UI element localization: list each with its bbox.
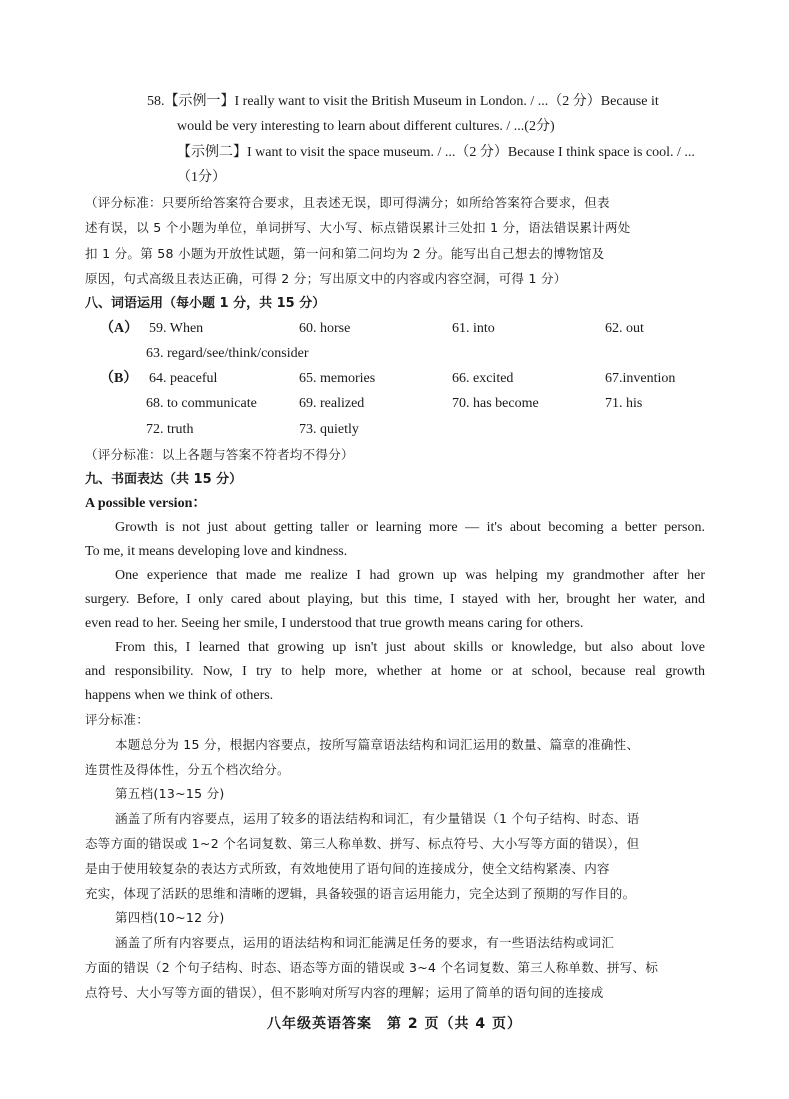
q58-example2-line1: 【示例二】I want to visit the space museum. / ...（2 分）Because I think space is cool. / ...	[177, 145, 695, 160]
answer-60: 60. horse	[299, 321, 351, 336]
answer-73: 73. quietly	[299, 422, 359, 437]
criteria-line-1: （评分标准：只要所给答案符合要求，且表述无误，即可得满分；如所给答案符合要求，但表	[85, 195, 610, 210]
level4-line-2: 方面的错误（2 个句子结构、时态、语态等方面的错误或 3~4 个名词复数、第三人称单数、拼写、标	[85, 960, 659, 975]
essay-line-4: surgery. Before, I only cared about playing, but this time, I stayed with her, brought her water, and	[85, 592, 705, 607]
answer-71: 71. his	[605, 396, 643, 411]
essay-line-5: even read to her. Seeing her smile, I understood that true growth means caring for others.	[85, 616, 584, 631]
q58-example1-line1: 58.【示例一】I really want to visit the British Museum in London. / ...（2 分）Because it	[147, 94, 659, 109]
essay-line-8: happens when we think of others.	[85, 688, 274, 703]
answer-69: 69. realized	[299, 396, 365, 411]
section9-heading: 九、书面表达（共 15 分）	[85, 472, 243, 487]
criteria-intro-1: 本题总分为 15 分，根据内容要点，按所写篇章语法结构和词汇运用的数量、篇章的准确性、	[115, 737, 640, 752]
level4-line-1: 涵盖了所有内容要点，运用的语法结构和词汇能满足任务的要求，有一些语法结构或词汇	[115, 935, 615, 950]
answer-68: 68. to communicate	[146, 396, 257, 411]
level5-line-1: 涵盖了所有内容要点，运用了较多的语法结构和词汇，有少量错误（1 个句子结构、时态、语	[115, 811, 640, 826]
section8-note: （评分标准：以上各题与答案不符者均不得分）	[85, 447, 354, 462]
level5-title: 第五档(13~15 分)	[115, 786, 225, 801]
criteria-intro-2: 连贯性及得体性，分五个档次给分。	[85, 762, 290, 777]
level4-title: 第四档(10~12 分)	[115, 910, 225, 925]
level4-line-3: 点符号、大小写等方面的错误），但不影响对所写内容的理解；运用了简单的语句间的连接成	[85, 985, 604, 1000]
answer-61: 61. into	[452, 321, 495, 336]
q58-example1-line2: would be very interesting to learn about different cultures. / ...(2分)	[177, 119, 555, 134]
part-b-label: （B）	[100, 371, 138, 386]
criteria-title: 评分标准：	[85, 712, 150, 727]
answer-67: 67.invention	[605, 371, 676, 386]
criteria-line-2: 述有误，以 5 个小题为单位，单词拼写、大小写、标点错误累计三处扣 1 分，语法错误累计两处	[85, 220, 631, 235]
answer-66: 66. excited	[452, 371, 514, 386]
answer-64: 64. peaceful	[149, 371, 218, 386]
answer-59: 59. When	[149, 321, 204, 336]
q58-example2-line2: （1分）	[177, 170, 226, 185]
answer-72: 72. truth	[146, 422, 194, 437]
answer-70: 70. has become	[452, 396, 539, 411]
part-a-label: （A）	[100, 321, 139, 336]
possible-version-label: A possible version：	[85, 496, 207, 511]
level5-line-2: 态等方面的错误或 1~2 个名词复数、第三人称单数、拼写、标点符号、大小写等方面的错误），但	[85, 836, 640, 851]
essay-line-6: From this, I learned that growing up isn't just about skills or knowledge, but also about love	[115, 640, 705, 655]
criteria-line-4: 原因，句式高级且表达正确，可得 2 分；写出原文中的内容或内容空洞，可得 1 分）	[85, 271, 567, 286]
essay-line-1: Growth is not just about getting taller or learning more — it's about becoming a better person.	[115, 520, 705, 535]
section8-heading: 八、词语运用（每小题 1 分，共 15 分）	[85, 296, 326, 311]
answer-62: 62. out	[605, 321, 644, 336]
level5-line-4: 充实，体现了活跃的思维和清晰的逻辑，具备较强的语言运用能力，完全达到了预期的写作目的。	[85, 886, 636, 901]
essay-line-2: To me, it means developing love and kindness.	[85, 544, 348, 559]
answer-65: 65. memories	[299, 371, 376, 386]
answer-63: 63. regard/see/think/consider	[146, 346, 309, 361]
page-footer: 八年级英语答案 第 2 页（共 4 页）	[267, 1016, 522, 1032]
criteria-line-3: 扣 1 分。第 58 小题为开放性试题，第一问和第二问均为 2 分。能写出自己想去的博物馆及	[85, 246, 605, 261]
essay-line-3: One experience that made me realize I had grown up was helping my grandmother after her	[115, 568, 705, 583]
level5-line-3: 是由于使用较复杂的表达方式所致，有效地使用了语句间的连接成分，使全文结构紧凑、内容	[85, 861, 610, 876]
essay-line-7: and responsibility. Now, I try to help more, whether at home or at school, because real growth	[85, 664, 705, 679]
